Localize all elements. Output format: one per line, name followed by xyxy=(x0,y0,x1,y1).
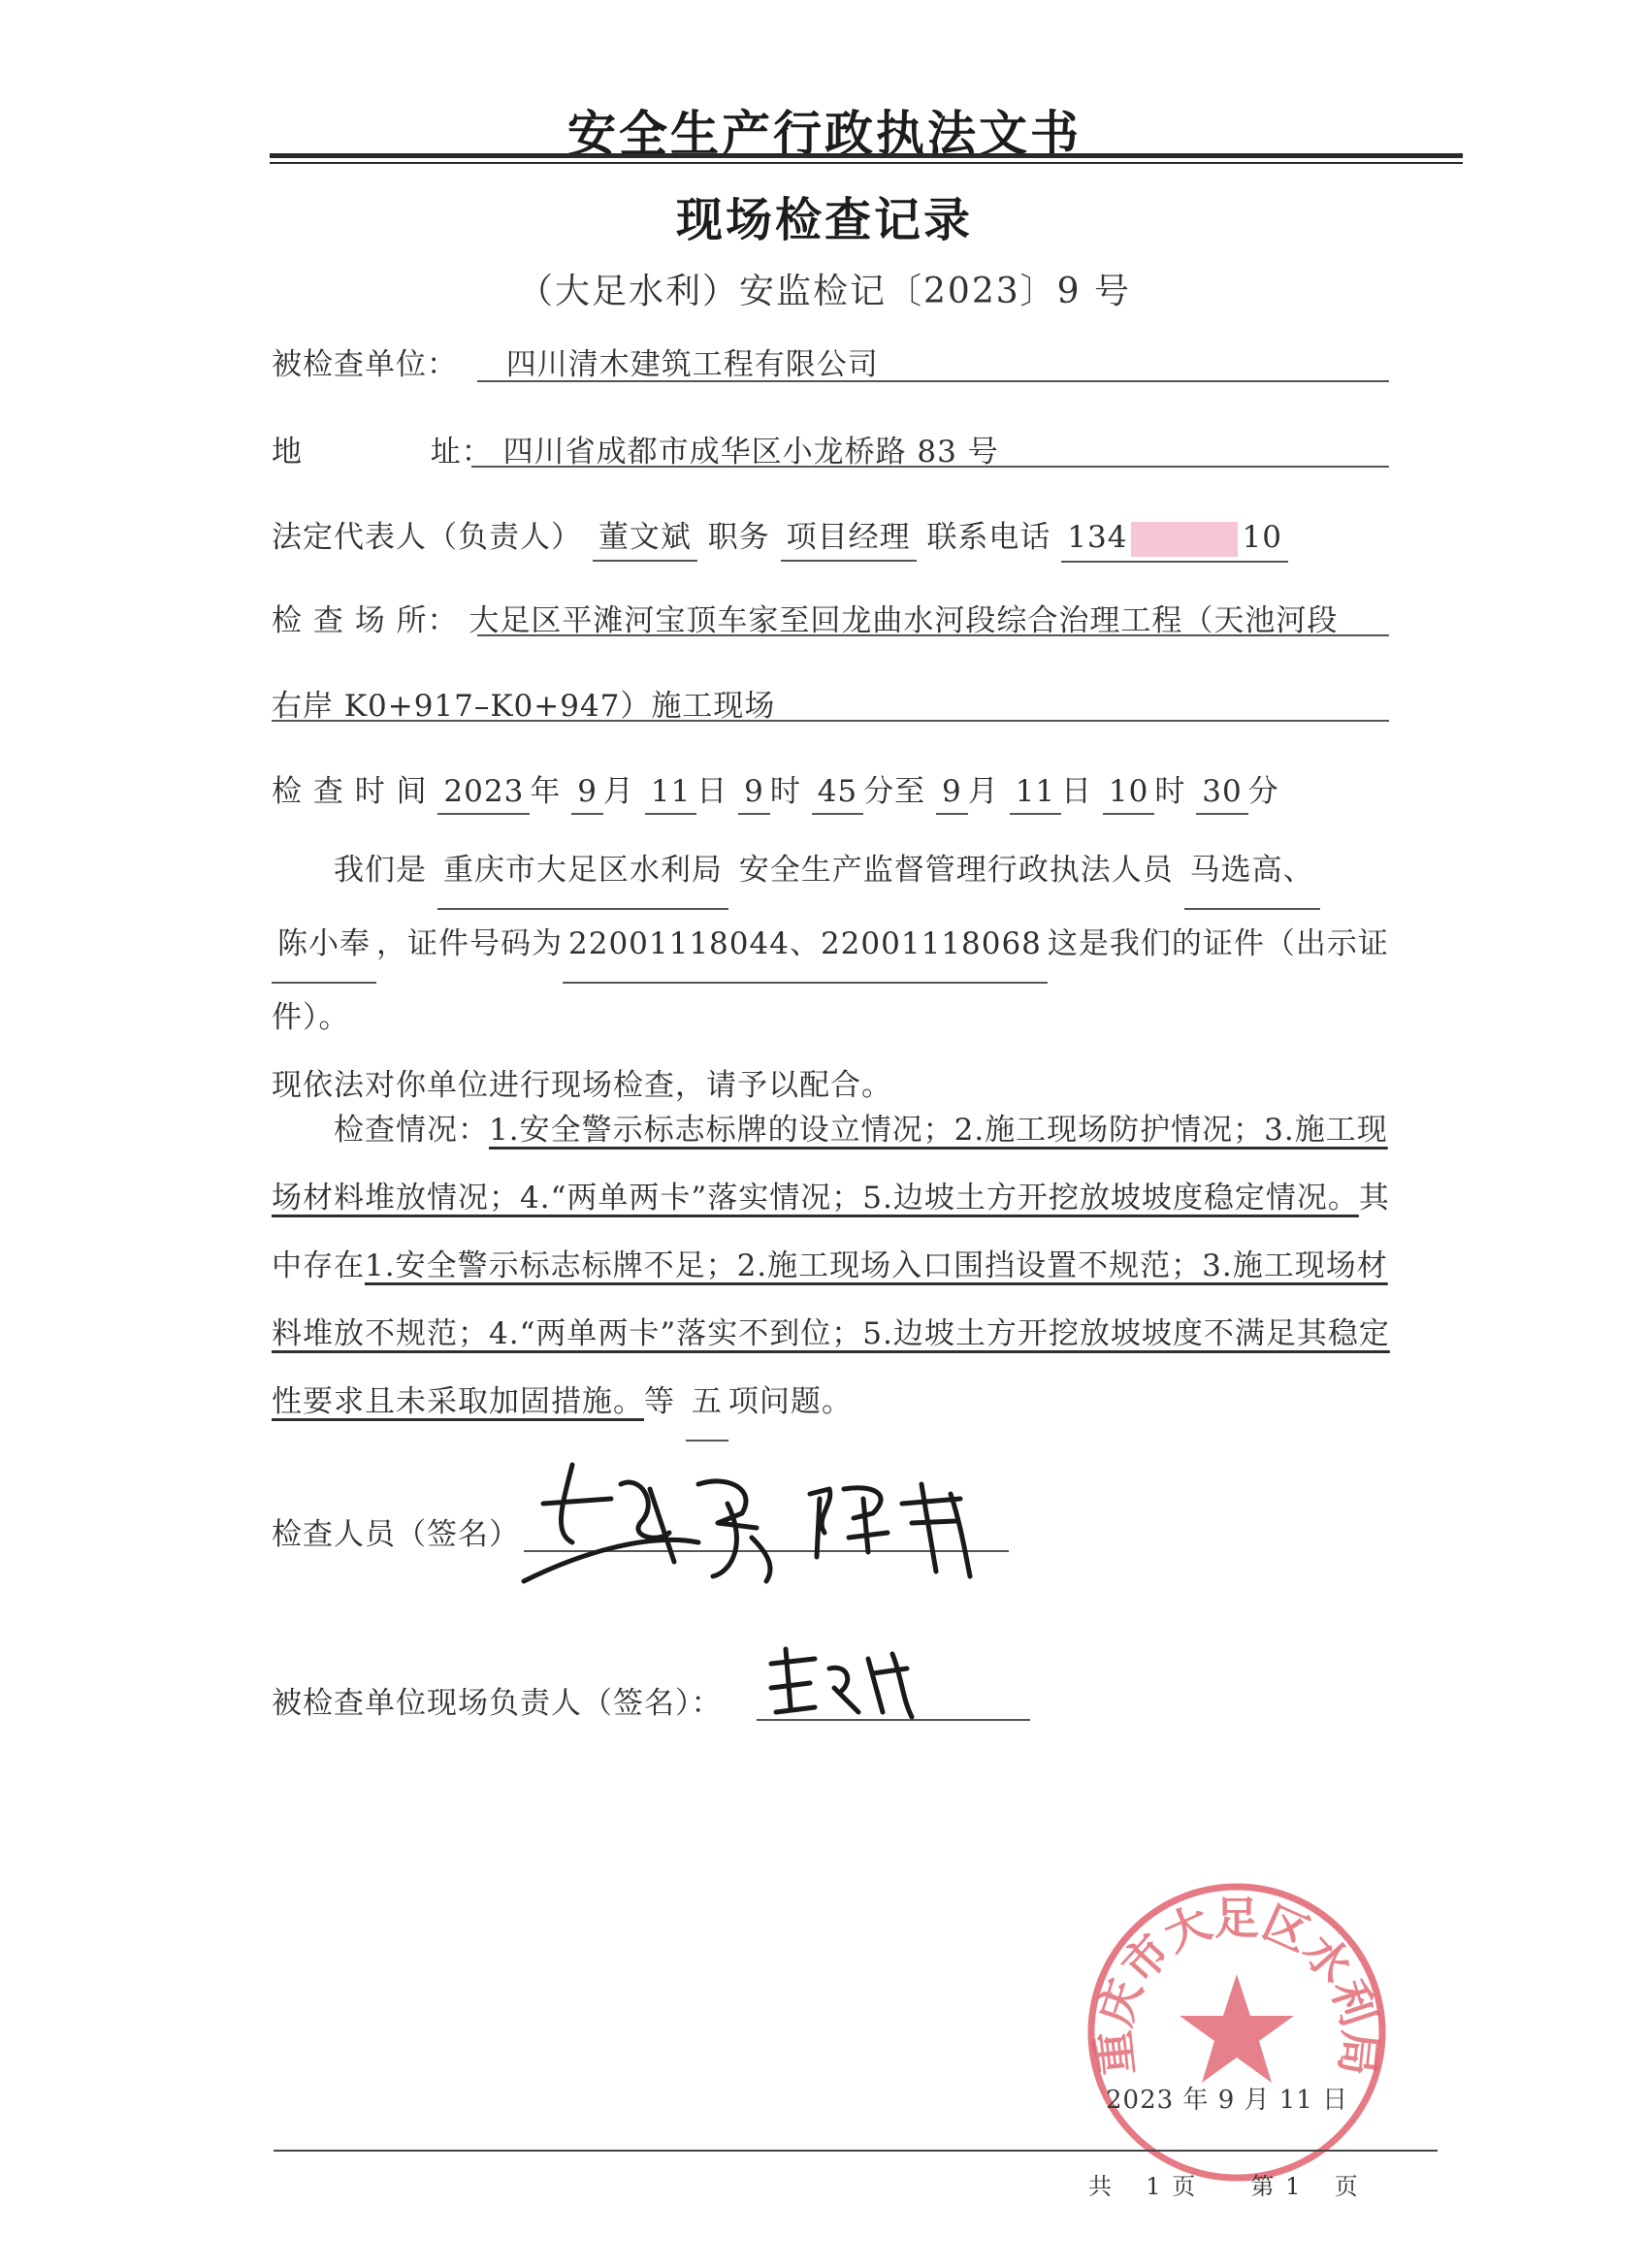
intro-cert-tail: 这是我们的证件（出示证件）。 xyxy=(272,926,1389,1035)
inspection-exist-label: 其中存在 xyxy=(272,1181,1390,1283)
responsible-signature-label: 被检查单位现场负责人（签名）： xyxy=(272,1686,723,1721)
address-value: 四川省成都市成华区小龙桥路 83 号 xyxy=(502,435,999,470)
header-rule-thick xyxy=(270,153,1463,158)
inspection-site-label: 检 查 场 所： xyxy=(272,603,459,638)
address-underline xyxy=(471,466,1389,468)
address-label-1: 地 xyxy=(272,435,303,470)
inspection-problems: 1.安全警示标志标牌不足；2.施工现场入口围挡设置不规范；3.施工现场材料堆放不规范；4.“两单两卡”落实不到位；5.边坡土方开挖放坡坡度不满足其稳定性要求且未采取加固措施。 xyxy=(272,1248,1390,1419)
intro-notice: 现依法对你单位进行现场检查，请予以配合。 xyxy=(272,1068,892,1103)
inspection-site-value-2: 右岸 K0+917–K0+947）施工现场 xyxy=(272,689,776,724)
day-unit-2: 日 xyxy=(1061,774,1093,809)
inspection-site-underline-1 xyxy=(477,634,1389,636)
inspection-time-row xyxy=(272,766,1279,815)
phone-value xyxy=(1061,520,1288,563)
start-year: 2023 xyxy=(437,774,530,815)
inspector-signature-1 xyxy=(524,1465,770,1581)
inspection-site-underline-2 xyxy=(272,720,1389,722)
start-month: 9 xyxy=(571,774,603,815)
page-current-label: 第 xyxy=(1250,2173,1277,2200)
end-month: 9 xyxy=(936,774,968,815)
inspection-deng: 等 xyxy=(644,1384,675,1419)
inspector-signature-2 xyxy=(810,1484,970,1576)
inspector-signature-label: 检查人员（签名） xyxy=(272,1517,520,1552)
start-hour: 9 xyxy=(738,774,770,815)
intro-cert-numbers: 22001118044、22001118068 xyxy=(563,910,1048,984)
inspection-items: 1.安全警示标志标牌的设立情况；2.施工现场防护情况；3.施工现场材料堆放情况；4.“两单两卡”落实情况；5.边坡土方开挖放坡坡度稳定情况。 xyxy=(272,1113,1388,1215)
inspection-paragraph xyxy=(272,1096,1395,1442)
seal-agency-text: 重庆市大足区水利局 xyxy=(1086,1892,1387,2079)
inspection-site-value-1: 大足区平滩河宝顶车家至回龙曲水河段综合治理工程（天池河段 xyxy=(469,603,1339,638)
start-day: 11 xyxy=(645,774,696,815)
intro-paragraph xyxy=(272,836,1397,1119)
phone-redaction xyxy=(1131,522,1238,557)
intro-officer-2: 陈小奉 xyxy=(272,910,376,984)
end-day: 11 xyxy=(1010,774,1061,815)
page-unit-1: 页 xyxy=(1172,2173,1198,2200)
phone-prefix: 134 xyxy=(1067,520,1128,555)
header-rule-thin xyxy=(270,162,1463,164)
inspection-site-row xyxy=(272,596,1338,639)
inspection-count-tail: 项问题。 xyxy=(728,1384,853,1419)
minute-to-unit: 分至 xyxy=(863,774,926,809)
inspection-site-row-2 xyxy=(272,681,775,725)
inspection-problem-count: 五 xyxy=(686,1368,728,1442)
page-unit-2: 页 xyxy=(1334,2173,1360,2200)
address-label-2: 址： xyxy=(430,435,493,470)
inspected-unit-value: 四川清木建筑工程有限公司 xyxy=(505,347,879,382)
document-title: 现场检查记录 xyxy=(675,193,973,247)
seal-date: 2023 年 9 月 11 日 xyxy=(1106,2086,1349,2115)
day-unit: 日 xyxy=(696,774,728,809)
official-seal xyxy=(1077,1872,1397,2192)
duty-label: 职务 xyxy=(707,520,770,555)
hour-unit: 时 xyxy=(769,774,801,809)
document-number: （大足水利）安监检记〔2023〕9 号 xyxy=(518,272,1131,311)
month-unit-2: 月 xyxy=(967,774,999,809)
responsible-signature xyxy=(757,1639,922,1727)
hour-unit-2: 时 xyxy=(1154,774,1186,809)
address-row xyxy=(272,427,999,470)
intro-we-are: 我们是 xyxy=(334,853,427,888)
intro-role: 安全生产监督管理行政执法人员 xyxy=(738,853,1174,888)
duty-value: 项目经理 xyxy=(781,512,917,562)
page-current: 1 xyxy=(1285,2173,1303,2200)
minute-unit-2: 分 xyxy=(1247,774,1279,809)
inspection-time-label: 检 查 时 间 xyxy=(272,774,428,809)
intro-cert-label: ，证件号码为 xyxy=(376,926,563,961)
footer-rule xyxy=(274,2150,1438,2152)
page-total: 1 xyxy=(1146,2173,1163,2200)
inspection-label: 检查情况： xyxy=(334,1113,489,1148)
inspected-unit-row xyxy=(272,340,879,383)
phone-suffix: 10 xyxy=(1242,520,1282,555)
inspected-unit-underline xyxy=(477,380,1389,382)
seal-star-icon xyxy=(1180,1974,1294,2083)
end-hour: 10 xyxy=(1103,774,1154,815)
representative-name: 董文斌 xyxy=(593,512,697,562)
representative-label: 法定代表人（负责人） xyxy=(272,520,582,555)
document-series-title: 安全生产行政执法文书 xyxy=(567,106,1082,162)
month-unit: 月 xyxy=(602,774,634,809)
page-total-label: 共 xyxy=(1088,2173,1114,2200)
inspector-signatures xyxy=(504,1445,1048,1601)
year-unit: 年 xyxy=(530,774,562,809)
intro-agency: 重庆市大足区水利局 xyxy=(437,836,728,910)
inspected-unit-label: 被检查单位： xyxy=(272,347,458,382)
end-minute: 30 xyxy=(1196,774,1247,815)
intro-officer-1: 马选高、 xyxy=(1184,836,1320,910)
representative-row xyxy=(272,512,1288,563)
phone-label: 联系电话 xyxy=(926,520,1051,555)
start-minute: 45 xyxy=(812,774,863,815)
page-counter xyxy=(1088,2167,1360,2201)
